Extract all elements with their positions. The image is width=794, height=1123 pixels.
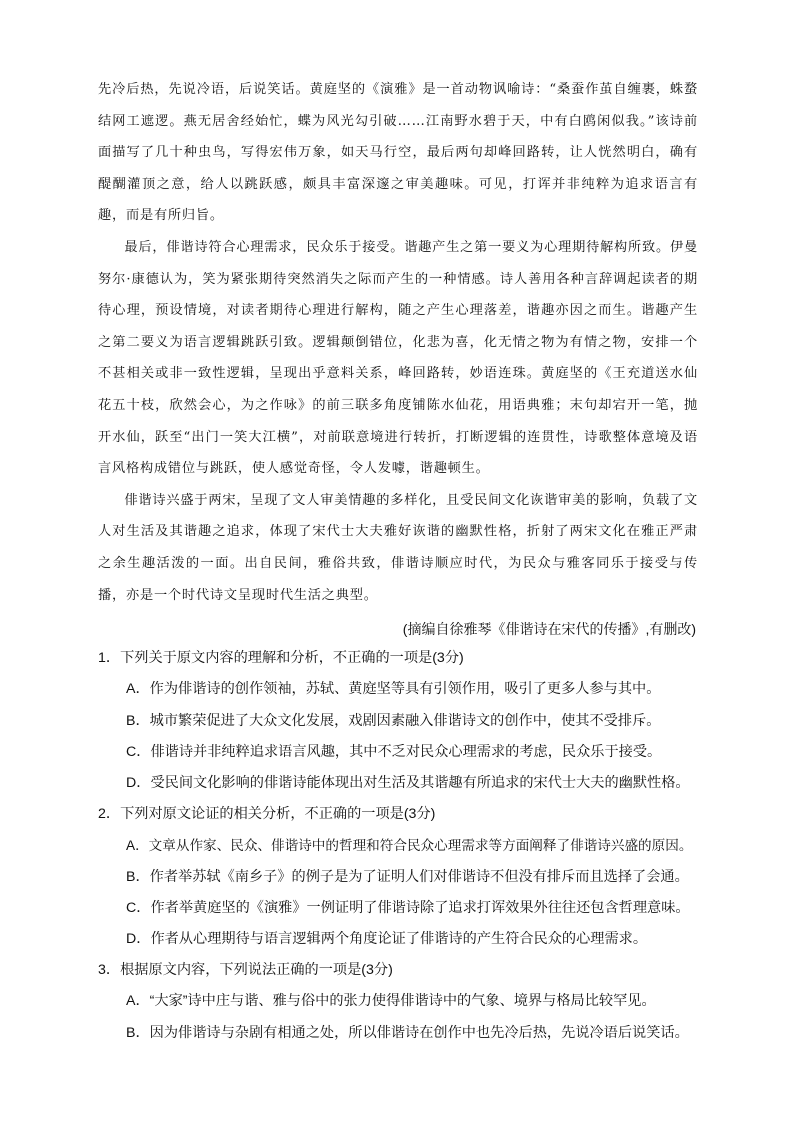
- question-stem: [98, 799, 698, 830]
- option-letter: D．: [126, 930, 151, 947]
- option-text: 受民间文化影响的俳谐诗能体现出对生活及其谐趣有所追求的宋代士大夫的幽默性格。: [150, 774, 690, 791]
- option-text: 城市繁荣促进了大众文化发展，戏剧因素融入俳谐诗文的创作中，使其不受排斥。: [149, 712, 661, 729]
- option-letter: D．: [126, 774, 151, 791]
- question-number: 3．: [98, 962, 121, 979]
- option-text: 作者举苏轼《南乡子》的例子是为了证明人们对俳谐诗不但没有排斥而且选择了会通。: [149, 868, 689, 885]
- option-text: 文章从作家、民众、俳谐诗中的哲理和符合民众心理需求等方面阐释了俳谐诗兴盛的原因。: [148, 838, 693, 854]
- article-paragraph: 俳谐诗兴盛于两宋，呈现了文人审美情趣的多样化，且受民间文化诙谐审美的影响，负载了文人对生活及其谐趣之追求，体现了宋代士大夫雅好诙谐的幽默性格，折射了两宋文化在雅正严肃之余生趣活泼的一面。出自民间，雅俗共致，俳谐诗顺应时代，为民众与雅客同乐于接受与传播，亦是一个时代诗文呈现时代生活之典型。: [98, 492, 698, 603]
- question-block: [98, 955, 698, 1049]
- option-letter: A．: [126, 681, 150, 698]
- option-b[interactable]: [98, 1018, 698, 1049]
- option-c[interactable]: [98, 893, 698, 924]
- option-text: 作者从心理期待与语言逻辑两个角度论证了俳谐诗的产生符合民众的心理需求。: [150, 930, 648, 947]
- option-d[interactable]: [98, 768, 698, 799]
- question-number: 2．: [98, 806, 121, 823]
- option-b[interactable]: [98, 862, 698, 893]
- option-d[interactable]: [98, 924, 698, 955]
- article-paragraph: 最后，俳谐诗符合心理需求，民众乐于接受。谐趣产生之第一要义为心理期待解构所致。伊曼努尔·康德认为，笑为紧张期待突然消失之际而产生的一种情感。诗人善用各种言辞调起读者的期待心理，预设情境，对读者期待心理进行解构，随之产生心理落差，谐趣亦因之而生。谐趣产生之第二要义为语言逻辑跳跃引致。逻辑颠倒错位，化悲为喜，化无情之物为有情之物，安排一个不甚相关或非一致性逻辑，呈现出乎意料关系，峰回路转，妙语连珠。黄庭坚的《王充道送水仙花五十枝，欣然会心，为之作咏》的前三联多角度铺陈水仙花，用语典雅；末句却宕开一笔，抛开水仙，跃至“出门一笑大江横”，对前联意境进行转折，打断逻辑的连贯性，诗歌整体意境及语言风格构成错位与跳跃，使人感觉奇怪，令人发噱，谐趣顿生。: [98, 239, 698, 477]
- article-body: [98, 74, 698, 643]
- option-letter: A．: [126, 993, 150, 1010]
- question-block: [98, 643, 698, 799]
- question-text: 下列关于原文内容的理解和分析，不正确的一项是(3分): [120, 650, 464, 667]
- option-text: “大家”诗中庄与谐、雅与俗中的张力使得俳谐诗中的气象、境界与格局比较罕见。: [149, 993, 656, 1010]
- option-letter: A．: [126, 838, 149, 854]
- option-letter: B．: [126, 868, 150, 885]
- option-letter: B．: [126, 712, 150, 729]
- question-text: 下列对原文论证的相关分析，不正确的一项是(3分): [120, 806, 436, 823]
- article-paragraph: 先冷后热，先说冷语，后说笑话。黄庭坚的《演雅》是一首动物讽喻诗：“桑蚕作茧自缠裹，蛛蝥结网工遮逻。燕无居舍经始忙，蝶为风光勾引破……江南野水碧于天，中有白鸥闲似我。”该诗前面描写了几十种虫鸟，写得宏伟万象，如天马行空，最后两句却峰回路转，让人恍然明白，确有醍醐灌顶之意，给人以跳跃感，颇具丰富深邃之审美趣味。可见，打诨并非纯粹为追求语言有趣，而是有所归旨。: [98, 82, 698, 224]
- question-text: 根据原文内容，下列说法正确的一项是(3分): [120, 962, 393, 979]
- option-b[interactable]: [98, 706, 698, 737]
- question-block: [98, 799, 698, 955]
- option-letter: C．: [126, 743, 151, 760]
- option-text: 作者举黄庭坚的《演雅》一例证明了俳谐诗除了追求打诨效果外往往还包含哲理意味。: [150, 899, 690, 916]
- option-letter: C．: [126, 899, 151, 916]
- option-letter: B．: [126, 1024, 150, 1041]
- option-text: 因为俳谐诗与杂剧有相通之处，所以俳谐诗在创作中也先冷后热，先说冷语后说笑话。: [149, 1024, 689, 1041]
- question-stem: [98, 643, 698, 674]
- option-a[interactable]: [98, 830, 698, 861]
- question-number: 1．: [98, 650, 121, 667]
- option-c[interactable]: [98, 737, 698, 768]
- article-source: (摘编自徐雅琴《俳谐诗在宋代的传播》,有删改): [402, 621, 696, 638]
- option-text: 俳谐诗并非纯粹追求语言风趣，其中不乏对民众心理需求的考虑，民众乐于接受。: [150, 743, 662, 760]
- option-a[interactable]: [98, 674, 698, 705]
- option-text: 作为俳谐诗的创作领袖，苏轼、黄庭坚等具有引领作用，吸引了更多人参与其中。: [149, 681, 661, 698]
- question-stem: [98, 955, 698, 986]
- option-a[interactable]: [98, 986, 698, 1017]
